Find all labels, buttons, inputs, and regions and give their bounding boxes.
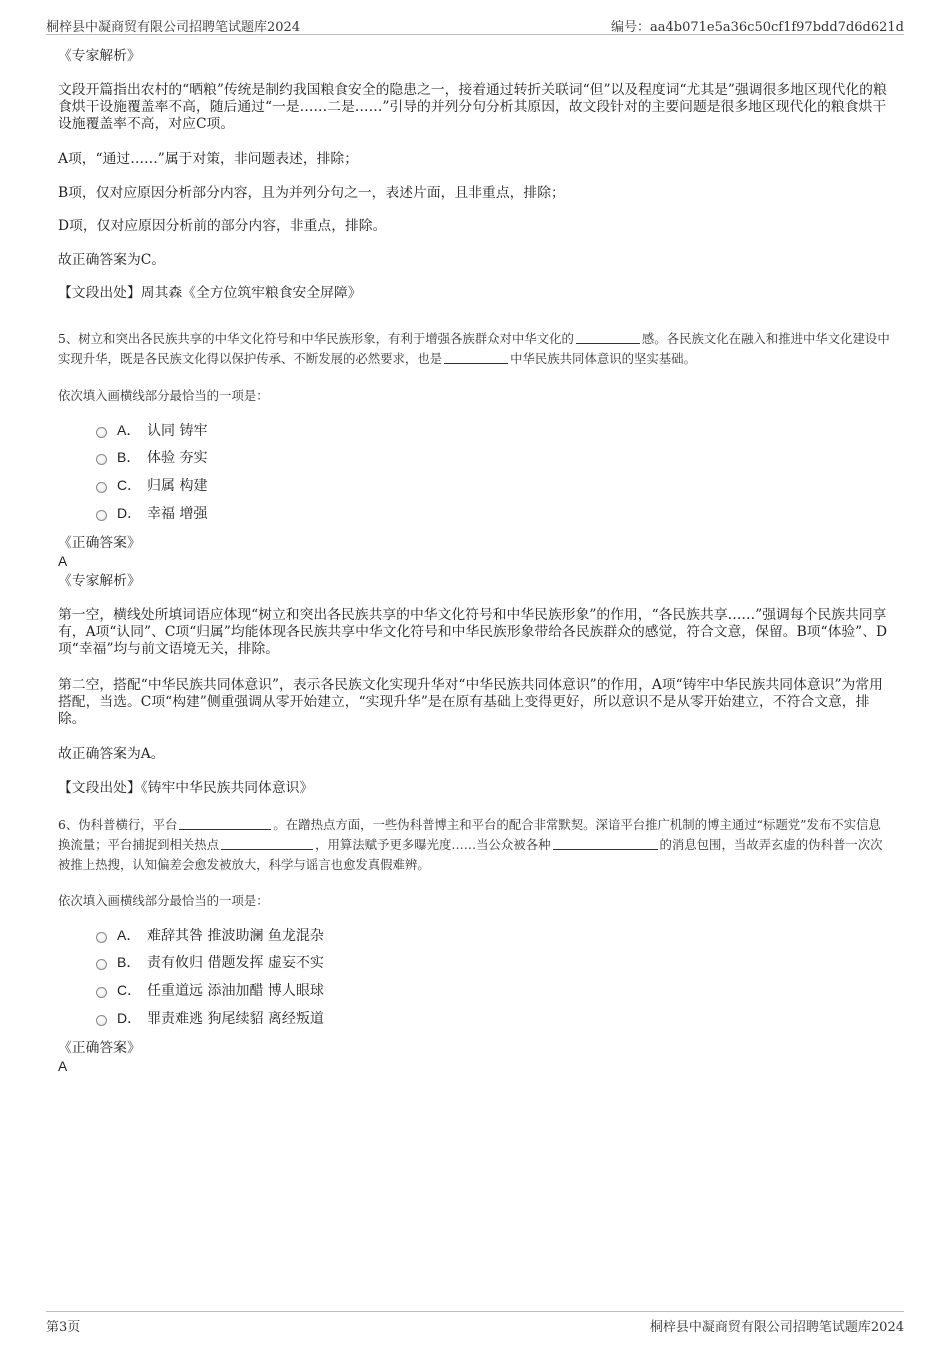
q6-stem-text: ，用算法赋予更多曝光度……当公众被各种 [315,837,551,852]
q5-source: 【文段出处】《铸牢中华民族共同体意识》 [58,780,314,796]
page-header [46,12,904,35]
q5-stem-text: 树立和突出各民族共享的中华文化符号和中华民族形象，有利于增强各族群众对中华文化的 [78,331,574,346]
option-letter: B． [117,449,141,465]
q6-prompt: 依次填入画横线部分最恰当的一项是： [58,893,269,908]
radio-icon[interactable] [96,454,107,465]
option-text: 体验 夯实 [147,450,208,466]
q6-blank-3 [553,837,658,850]
q6-option-c[interactable] [96,980,324,1000]
q5-number: 5、 [58,331,79,346]
radio-icon[interactable] [96,1015,107,1026]
q4-expert-label: 《专家解析》 [58,48,141,64]
q4-answer-statement: 故正确答案为C。 [58,252,166,268]
option-letter: D． [117,505,142,521]
q6-stem-text: 。在蹭热点方面，一些伪科普博主和平台的配合非常默契。深谙平台推广机制的博主通过“标题党”发布不实信息换流量；平台捕捉到相关热点 [58,817,881,852]
q5-option-d[interactable] [96,503,207,523]
header-code: 编号：aa4b071e5a36c50cf1f97bdd7d6d621d [611,20,904,35]
q5-expert-label: 《专家解析》 [58,573,141,589]
option-letter: A． [117,422,141,438]
q5-option-b[interactable] [96,447,207,467]
q6-stem [58,815,892,875]
q6-option-b[interactable] [96,952,324,972]
q6-stem-text: 伪科普横行，平台 [78,817,178,832]
option-text: 归属 构建 [147,478,208,494]
header-title: 桐梓县中凝商贸有限公司招聘笔试题库2024 [46,20,301,35]
option-letter: A． [117,927,141,943]
q5-analysis-paragraph: 第一空，横线处所填词语应体现“树立和突出各民族共享的中华文化符号和中华民族形象”的作用，“各民族共享……”强调每个民族共同享有，A项“认同”、C项“归属”均能体现各民族共享中华文化符号和中华民族形象带给各民族群众的感觉，符合文意，保留。B项“体验”、D项“幸福”均与前文语境无关，排除。 [58,607,888,657]
option-text: 责有攸归 借题发挥 虚妄不实 [147,955,324,971]
option-text: 任重道远 添油加醋 博人眼球 [147,983,324,999]
q4-analysis-paragraph: D项，仅对应原因分析前的部分内容，非重点，排除。 [58,218,387,234]
page-footer [46,1311,904,1334]
q6-blank-1 [179,817,271,830]
footer-title: 桐梓县中凝商贸有限公司招聘笔试题库2024 [649,1320,904,1335]
q6-number: 6、 [58,817,79,832]
option-text: 认同 铸牢 [147,423,208,439]
q5-answer-label: 《正确答案》 [58,535,141,551]
q5-blank-2 [444,351,508,364]
q5-answer: A [58,554,68,569]
q6-blank-2 [221,837,313,850]
radio-icon[interactable] [96,932,107,943]
q5-analysis-paragraph: 第二空，搭配“中华民族共同体意识”，表示各民族文化实现升华对“中华民族共同体意识”的作用，A项“铸牢中华民族共同体意识”为常用搭配，当选。C项“构建”侧重强调从零开始建立，“实现升华”是在原有基础上变得更好，所以意识不是从零开始建立，不符合文意，排除。 [58,677,883,727]
q6-answer-label: 《正确答案》 [58,1040,141,1056]
q5-stem [58,329,892,369]
q5-blank-1 [576,331,640,344]
footer-page-number: 第3页 [46,1320,81,1335]
q4-analysis-paragraph: 文段开篇指出农村的“晒粮”传统是制约我国粮食安全的隐患之一，接着通过转折关联词“但”以及程度词“尤其是”强调很多地区现代化的粮食烘干设施覆盖率不高，随后通过“一是……二是……”引导的并列分句分析其原因，故文段针对的主要问题是很多地区现代化的粮食烘干设施覆盖率不高，对应C项。 [58,82,887,132]
option-letter: D． [117,1010,142,1026]
q6-stem-text: 的消息包围，当故弄玄虚的伪科普一次次被推上热搜，认知偏差会愈发被放大，科学与谣言也愈发真假难辨。 [58,837,883,872]
q5-option-a[interactable] [96,420,207,440]
option-text: 罪责难逃 狗尾续貂 离经叛道 [147,1011,324,1027]
option-letter: C． [117,982,142,998]
option-letter: C． [117,477,142,493]
radio-icon[interactable] [96,959,107,970]
q5-answer-statement: 故正确答案为A。 [58,746,165,762]
q4-analysis-paragraph: B项，仅对应原因分析部分内容，且为并列分句之一，表述片面，且非重点，排除； [58,185,565,201]
option-text: 难辞其咎 推波助澜 鱼龙混杂 [147,928,324,944]
radio-icon[interactable] [96,987,107,998]
q5-prompt: 依次填入画横线部分最恰当的一项是： [58,388,269,403]
q5-option-c[interactable] [96,475,207,495]
q6-answer: A [58,1059,68,1074]
radio-icon[interactable] [96,482,107,493]
option-letter: B． [117,954,141,970]
q4-source: 【文段出处】周其森《全方位筑牢粮食安全屏障》 [58,285,362,301]
q5-stem-text: 感。各民族文化在融入和推进中华文化建设中实现升华，既是各民族文化得以保护传承、不断发展的必然要求，也是 [58,331,890,366]
q4-analysis-paragraph: A项，“通过……”属于对策，非问题表述，排除； [58,151,359,167]
radio-icon[interactable] [96,510,107,521]
radio-icon[interactable] [96,427,107,438]
q6-option-a[interactable] [96,925,324,945]
q5-stem-text: 中华民族共同体意识的坚实基础。 [510,351,696,366]
q6-option-d[interactable] [96,1008,324,1028]
option-text: 幸福 增强 [147,506,208,522]
